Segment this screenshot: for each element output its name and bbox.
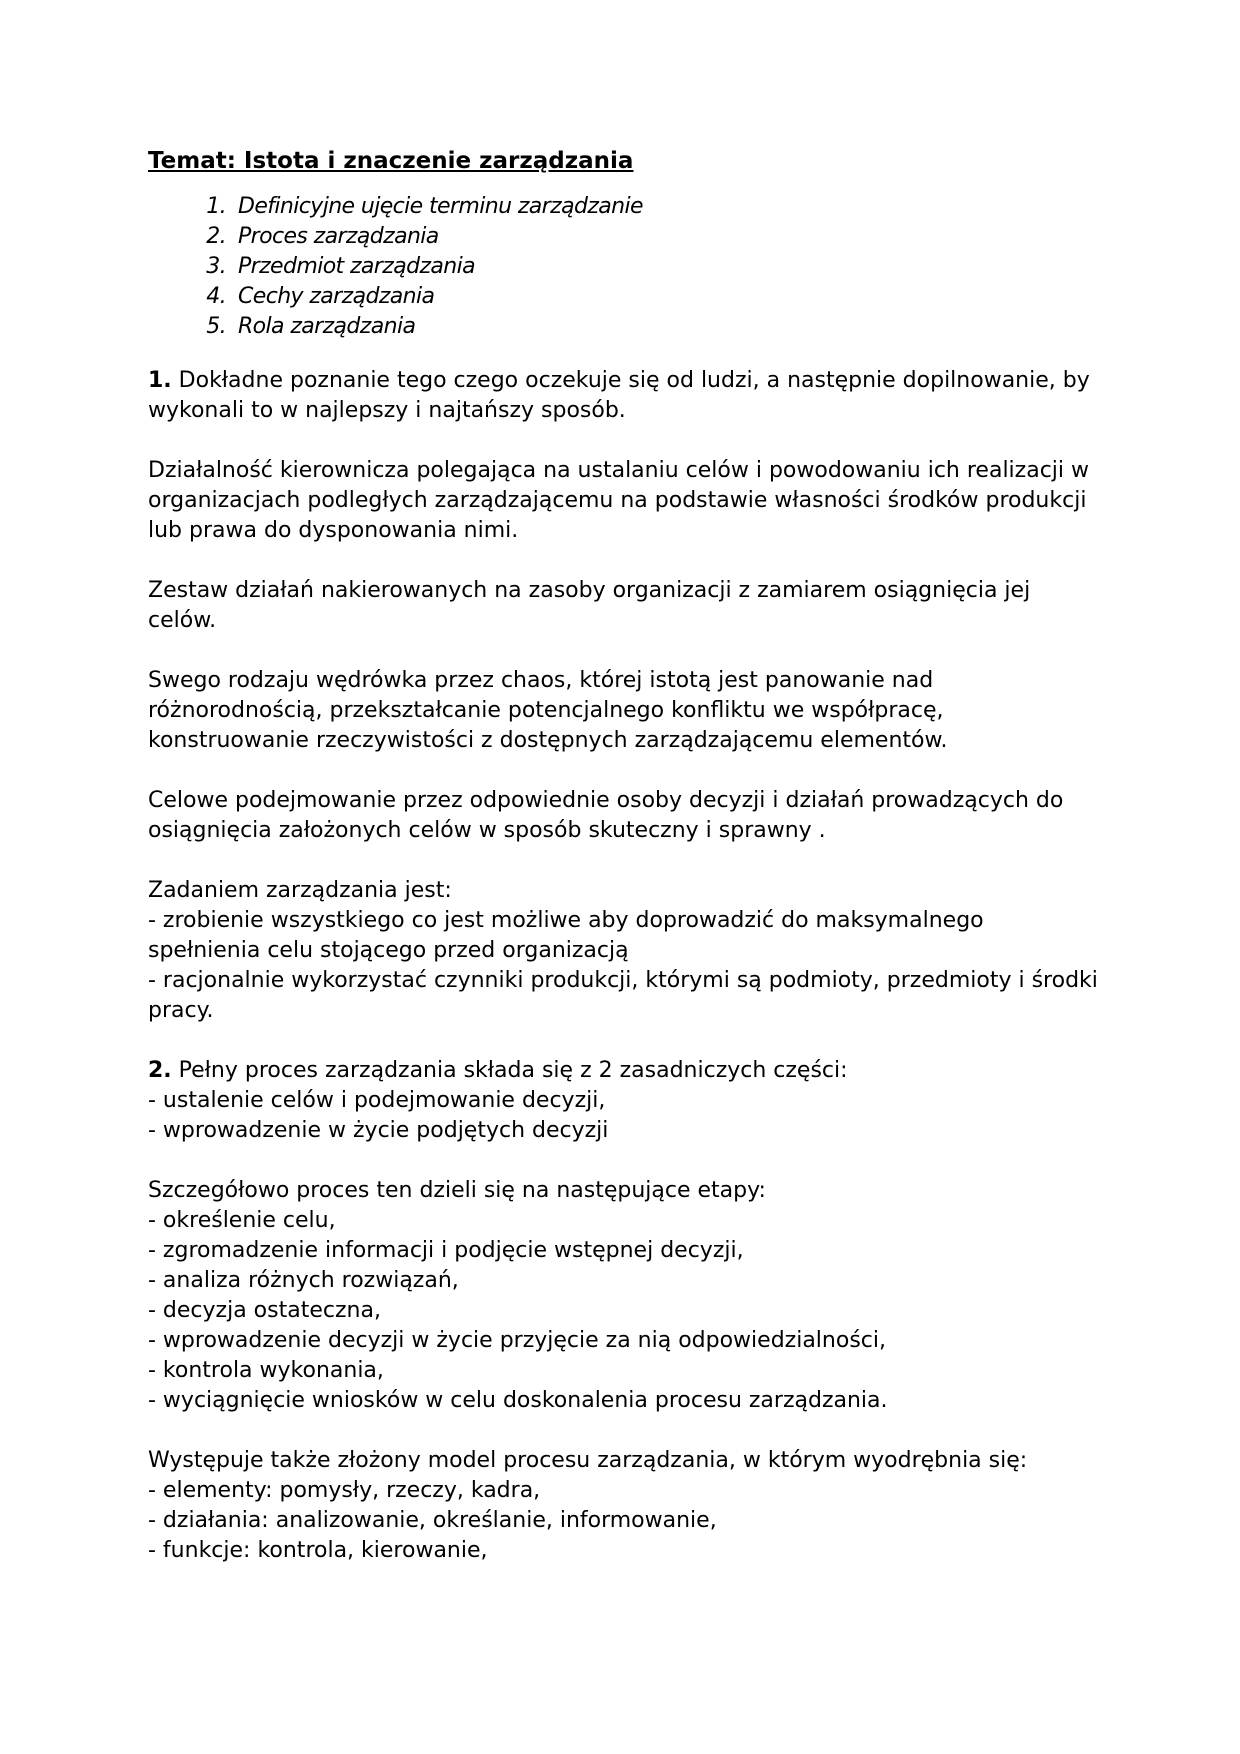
list-item: - zgromadzenie informacji i podjęcie wstępnej decyzji, bbox=[148, 1238, 744, 1263]
list-item: - ustalenie celów i podejmowanie decyzji, bbox=[148, 1088, 606, 1113]
stages-block bbox=[148, 1176, 1098, 1416]
topic-list bbox=[148, 192, 1098, 342]
section1-intro: 1. Dokładne poznanie tego czego oczekuje się od ludzi, a następnie dopilnowanie, by wykonali to w najlepszy i najtańszy sposób. bbox=[148, 368, 1090, 423]
list-item: - racjonalnie wykorzystać czynniki produkcji, którymi są podmioty, przedmioty i środki pracy. bbox=[148, 968, 1098, 1023]
model-block bbox=[148, 1446, 1098, 1566]
section-number: 1. bbox=[148, 368, 172, 393]
task-heading: Zadaniem zarządzania jest: bbox=[148, 878, 452, 903]
task-block bbox=[148, 876, 1098, 1026]
list-item: - decyzja ostateczna, bbox=[148, 1298, 381, 1323]
list-item: - działania: analizowanie, określanie, informowanie, bbox=[148, 1508, 717, 1533]
section-number: 2. bbox=[148, 1058, 172, 1083]
definition-paragraph: Działalność kierownicza polegająca na ustalaniu celów i powodowaniu ich realizacji w organizacjach podległych zarządzającemu na podstawie własności środków produkcji lub prawa do dysponowania nimi. bbox=[148, 458, 1090, 543]
document-content bbox=[148, 146, 1098, 1596]
definition-paragraph: Swego rodzaju wędrówka przez chaos, której istotą jest panowanie nad różnorodnością, przekształcanie potencjalnego konfliktu we współpracę, konstruowanie rzeczywistości z dostępnych zarządzającemu elementów. bbox=[148, 668, 948, 753]
definition-paragraph: Celowe podejmowanie przez odpowiednie osoby decyzji i działań prowadzących do osiągnięcia założonych celów w sposób skuteczny i sprawny . bbox=[148, 788, 1064, 843]
list-item: - wyciągnięcie wniosków w celu doskonalenia procesu zarządzania. bbox=[148, 1388, 888, 1413]
page-title: Temat: Istota i znaczenie zarządzania bbox=[148, 148, 634, 174]
list-item: 1. Definicyjne ujęcie terminu zarządzanie bbox=[206, 194, 643, 219]
definition-paragraph: Zestaw działań nakierowanych na zasoby organizacji z zamiarem osiągnięcia jej celów. bbox=[148, 578, 1031, 633]
list-item: - określenie celu, bbox=[148, 1208, 336, 1233]
list-item: 3. Przedmiot zarządzania bbox=[206, 254, 476, 279]
list-item: - wprowadzenie decyzji w życie przyjęcie za nią odpowiedzialności, bbox=[148, 1328, 886, 1353]
list-item: - wprowadzenie w życie podjętych decyzji bbox=[148, 1118, 609, 1143]
list-item: - funkcje: kontrola, kierowanie, bbox=[148, 1538, 488, 1563]
list-item: 4. Cechy zarządzania bbox=[206, 284, 435, 309]
list-item: - kontrola wykonania, bbox=[148, 1358, 384, 1383]
list-item: - zrobienie wszystkiego co jest możliwe aby doprowadzić do maksymalnego spełnienia celu stojącego przed organizacją bbox=[148, 908, 984, 963]
section2-parts bbox=[148, 1056, 1098, 1146]
list-item: - analiza różnych rozwiązań, bbox=[148, 1268, 459, 1293]
section2-intro: 2. Pełny proces zarządzania składa się z 2 zasadniczych części: bbox=[148, 1058, 848, 1083]
list-item: 5. Rola zarządzania bbox=[206, 314, 416, 339]
list-item: - elementy: pomysły, rzeczy, kadra, bbox=[148, 1478, 541, 1503]
model-heading: Występuje także złożony model procesu zarządzania, w którym wyodrębnia się: bbox=[148, 1448, 1028, 1473]
list-item: 2. Proces zarządzania bbox=[206, 224, 439, 249]
stages-heading: Szczegółowo proces ten dzieli się na następujące etapy: bbox=[148, 1178, 766, 1203]
